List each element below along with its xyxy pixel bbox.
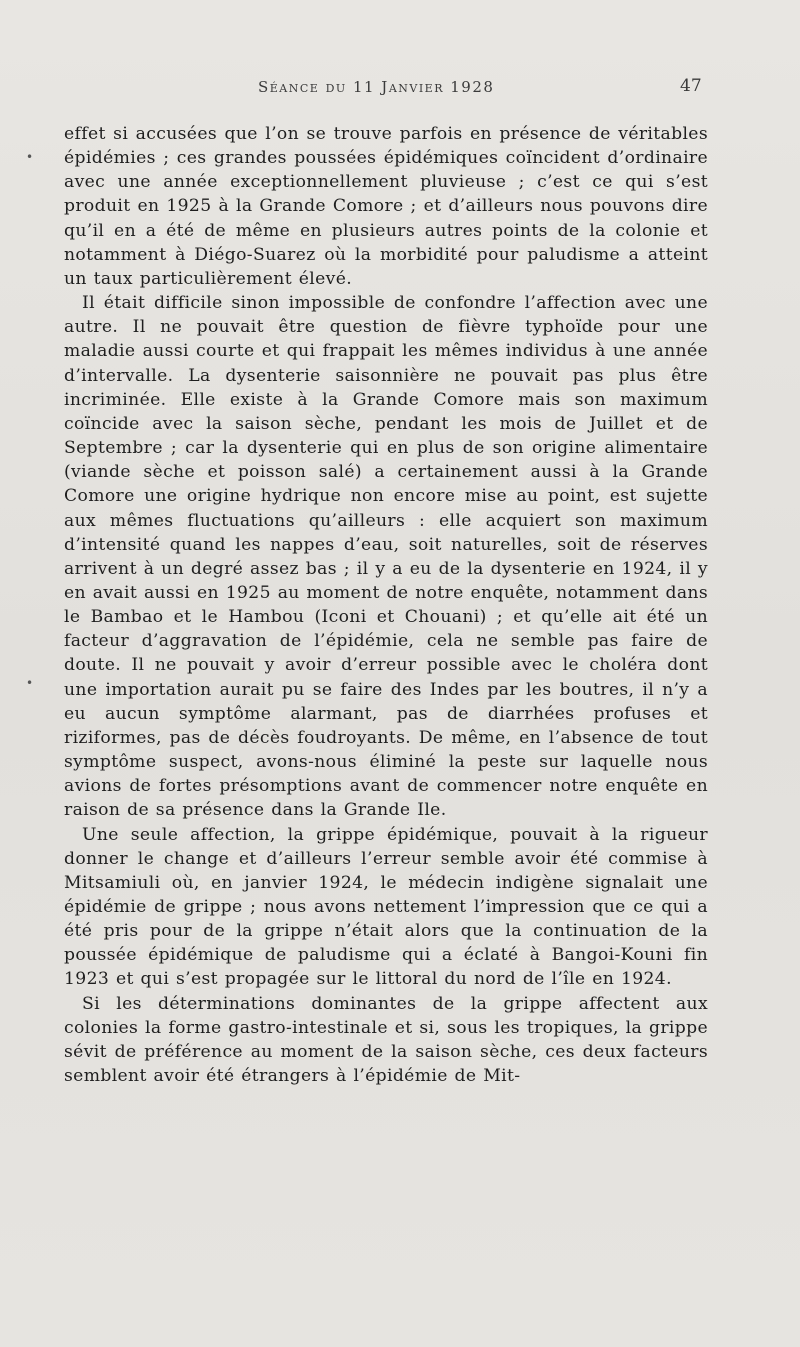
paragraph: effet si accusées que l’on se trouve parfois en présence de véritables épidémies ; ces grandes poussées épidémiques coïncident d’ordinaire avec une année exceptionnellement pluvieuse ; c’est ce qui s’est produit en 1925 à la Grande Comore ; et d’ailleurs nous pouvons dire qu’il en a été de même en plusieurs autres points de la colonie et notamment à Diégo-Suarez où la morbidité pour paludisme a atteint un taux particulièrement élevé. xyxy=(64,124,708,289)
page-number: 47 xyxy=(680,76,702,96)
paragraph: Il était difficile sinon impossible de confondre l’affection avec une autre. Il ne pouvait être question de fièvre typhoïde pour une maladie aussi courte et qui frappait les mêmes individus à une année d’intervalle. La dysenterie saisonnière ne pouvait pas plus être incriminée. Elle existe à la Grande Comore mais son maximum coïncide avec la saison sèche, pendant les mois de Juillet et de Septembre ; car la dysenterie qui en plus de son origine alimentaire (viande sèche et poisson salé) a certainement aussi à la Grande Comore une origine hydrique non encore mise au point, est sujette aux mêmes fluctuations qu’ailleurs : elle acquiert son maximum d’intensité quand les nappes d’eau, soit naturelles, soit de réserves arrivent à un degré assez bas ; il y a eu de la dysenterie en 1924, il y en avait aussi en 1925 au moment de notre enquête, notamment dans le Bambao et le Hambou (Iconi et Chouani) ; et qu’elle ait été un facteur d’aggravation de l’épidémie, cela ne semble pas faire de doute. Il ne pouvait y avoir d’erreur possible avec le choléra dont une importation aurait pu se faire des Indes par les boutres, il n’y a eu aucun symptôme alarmant, pas de diarrhées profuses et riziformes, pas de décès foudroyants. De même, en l’absence de tout symptôme suspect, avons-nous éliminé la peste sur laquelle nous avions de fortes présomptions avant de commencer notre enquête en raison de sa présence dans la Grande Ile. xyxy=(64,293,708,821)
running-title: Séance du 11 Janvier 1928 xyxy=(258,78,495,96)
margin-dot-mark: • xyxy=(26,150,34,164)
page-header xyxy=(0,76,800,100)
paragraph: Une seule affection, la grippe épidémique, pouvait à la rigueur donner le change et d’ailleurs l’erreur semble avoir été commise à Mitsamiuli où, en janvier 1924, le médecin indigène signalait une épidémie de grippe ; nous avons nettement l’impression que ce qui a été pris pour de la grippe n’était alors que la continuation de la poussée épidémique de paludisme qui a éclaté à Bangoi-Kouni fin 1923 et qui s’est propagée sur le littoral du nord de l’île en 1924. xyxy=(64,824,708,990)
paragraph: Si les déterminations dominantes de la grippe affectent aux colonies la forme gastro-intestinale et si, sous les tropiques, la grippe sévit de préférence au moment de la saison sèche, ces deux facteurs semblent avoir été étrangers à l’épidémie de Mit- xyxy=(64,993,708,1087)
margin-dot-mark: • xyxy=(26,676,34,690)
body-text xyxy=(64,122,708,1088)
